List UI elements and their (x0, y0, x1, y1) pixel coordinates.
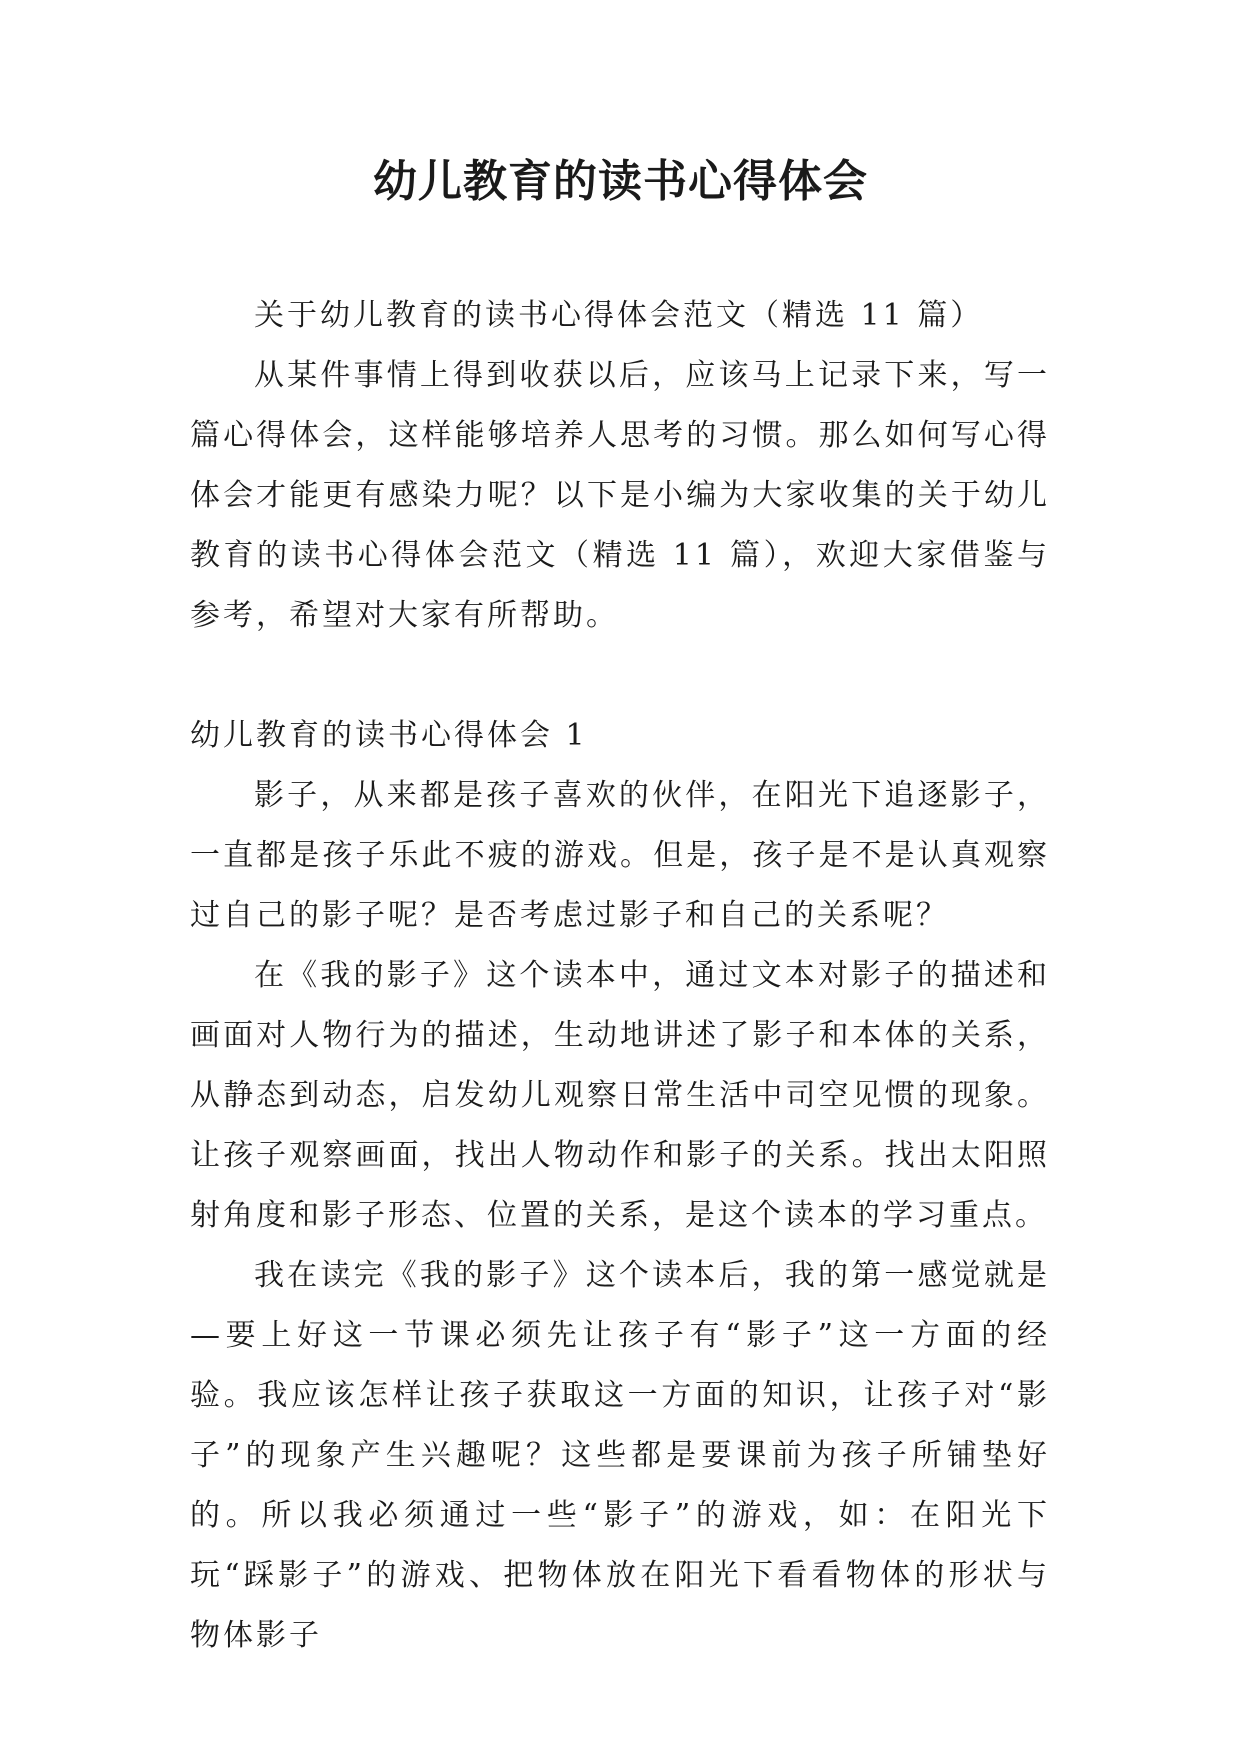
document-title: 幼儿教育的读书心得体会 (373, 156, 868, 207)
body-paragraph: 在《我的影子》这个读本中，通过文本对影子的描述和画面对人物行为的描述，生动地讲述了影子和本体的关系，从静态到动态，启发幼儿观察日常生活中司空见惯的现象。让孩子观察画面，找出人物动作和影子的关系。找出太阳照射角度和影子形态、位置的关系，是这个读本的学习重点。 (190, 958, 1050, 1233)
section-heading: 幼儿教育的读书心得体会 1 (190, 718, 588, 753)
body-paragraph: 影子，从来都是孩子喜欢的伙伴，在阳光下追逐影子，一直都是孩子乐此不疲的游戏。但是，孩子是不是认真观察过自己的影子呢？是否考虑过影子和自己的关系呢？ (190, 778, 1050, 933)
body-paragraph: 我在读完《我的影子》这个读本后，我的第一感觉就是—要上好这一节课必须先让孩子有“影子”这一方面的经验。我应该怎样让孩子获取这一方面的知识，让孩子对“影子”的现象产生兴趣呢？这些都是要课前为孩子所铺垫好的。所以我必须通过一些“影子”的游戏，如：在阳光下玩“踩影子”的游戏、把物体放在阳光下看看物体的形状与物体影子 (190, 1258, 1050, 1653)
document-body (190, 286, 1050, 1666)
section-spacer (190, 646, 1050, 706)
document-subtitle: 关于幼儿教育的读书心得体会范文（精选 11 篇） (254, 298, 984, 333)
intro-paragraph: 从某件事情上得到收获以后，应该马上记录下来，写一篇心得体会，这样能够培养人思考的习惯。那么如何写心得体会才能更有感染力呢？以下是小编为大家收集的关于幼儿教育的读书心得体会范文（精选 11 篇），欢迎大家借鉴与参考，希望对大家有所帮助。 (190, 358, 1050, 633)
